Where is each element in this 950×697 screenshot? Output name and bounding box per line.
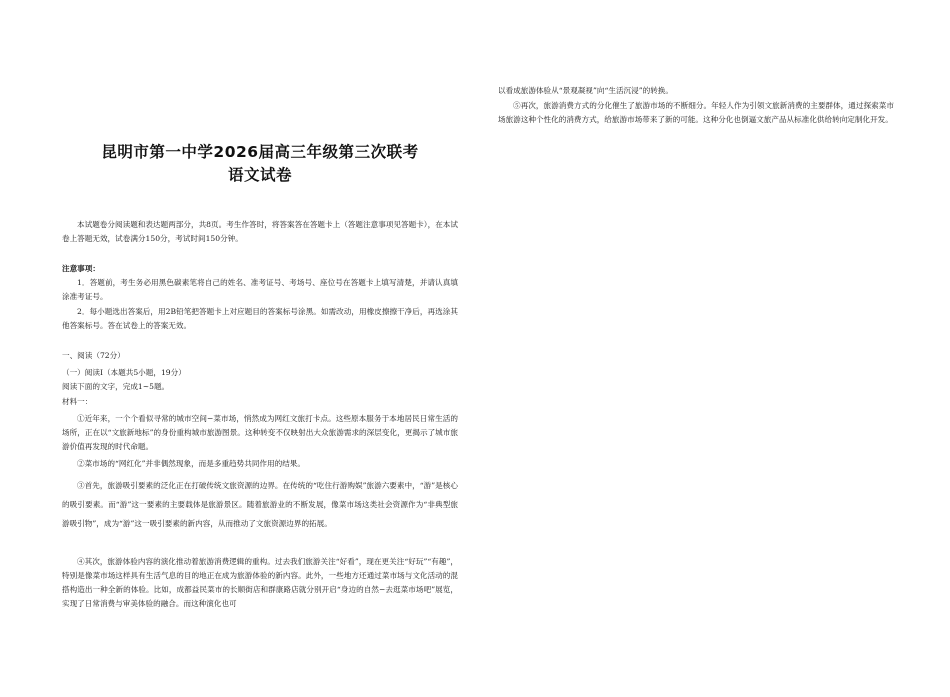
paragraph: ⑤再次，旅游消费方式的分化催生了旅游市场的不断细分。年轻人作为引领文旅新消费的主要群体，通过探索菜市场旅游这种个性化的消费方式，给旅游市场带来了新的可能。这种分化也倒逼文旅产品从标准化供给转向定制化开发。 (498, 101, 894, 124)
exam-title: 昆明市第一中学2026届高三年级第三次联考 (101, 143, 419, 161)
exam-intro: 本试题卷分阅读题和表达题两部分，共8页。考生作答时，将答案答在答题卡上（答题注意事项见答题卡），在本试卷上答题无效，试卷满分150分，考试时间150分钟。 (62, 220, 458, 243)
reading-instruction: 阅读下面的文字，完成1~5题。 (62, 382, 170, 391)
paragraph: ③首先，旅游吸引要素的泛化正在打破传统文旅资源的边界。在传统的“吃住行游购娱”旅游六要素中，“游”是核心的吸引要素。而“游”这一要素的主要载体是旅游景区。随着旅游业的不断发展，像菜市场这类社会资源作为“非典型旅游吸引物”，成为“游”这一吸引要素的新内容，从而推动了文旅资源边界的拓展。 (62, 481, 458, 528)
paragraph-continued: 以看成旅游体验从“景观凝视”向“生活沉浸”的转换。 (498, 86, 673, 95)
material-label: 材料一： (62, 397, 93, 406)
section-heading: 一、阅读（72分） (62, 351, 125, 360)
paragraph: ②菜市场的“网红化”并非偶然现象，而是多重趋势共同作用的结果。 (77, 459, 305, 468)
exam-subtitle: 语文试卷 (227, 166, 292, 184)
paragraph: ①近年来，一个个看似寻常的城市空间−菜市场，悄然成为网红文旅打卡点。这些原本服务于本地居民日常生活的场所，正在以“文旅新地标”的身份重构城市旅游图景。这种转变不仅映射出大众旅游需求的深层变化，更揭示了城市旅游价值再发现的时代命题。 (62, 414, 458, 451)
note-item: 2．每小题选出答案后，用2B铅笔把答题卡上对应题目的答案标号涂黑。如需改动，用橡皮擦擦干净后，再选涂其他答案标号。答在试卷上的答案无效。 (62, 307, 458, 330)
note-item: 1．答题前，考生务必用黑色碳素笔将自己的姓名、准考证号、考场号、座位号在答题卡上填写清楚，并请认真填涂准考证号。 (62, 278, 458, 301)
notes-heading: 注意事项： (62, 264, 100, 273)
paragraph: ④其次，旅游体验内容的演化推动着旅游消费逻辑的重构。过去我们旅游关注“好看”，现在更关注“好玩”“有趣”，特别是像菜市场这样具有生活气息的目的地正在成为旅游体验的新内容。此外，一些地方还通过菜市场与文化活动的混搭构造出一种全新的体验。比如，成都益民菜市的长顺街店和群康路店就分别开启“身边的自然−去逛菜市场吧”展览，实现了日常消费与审美体验的融合。而这种演化也可 (62, 557, 458, 608)
subsection-heading: （一）阅读Ⅰ（本题共5小题，19分） (62, 368, 186, 377)
